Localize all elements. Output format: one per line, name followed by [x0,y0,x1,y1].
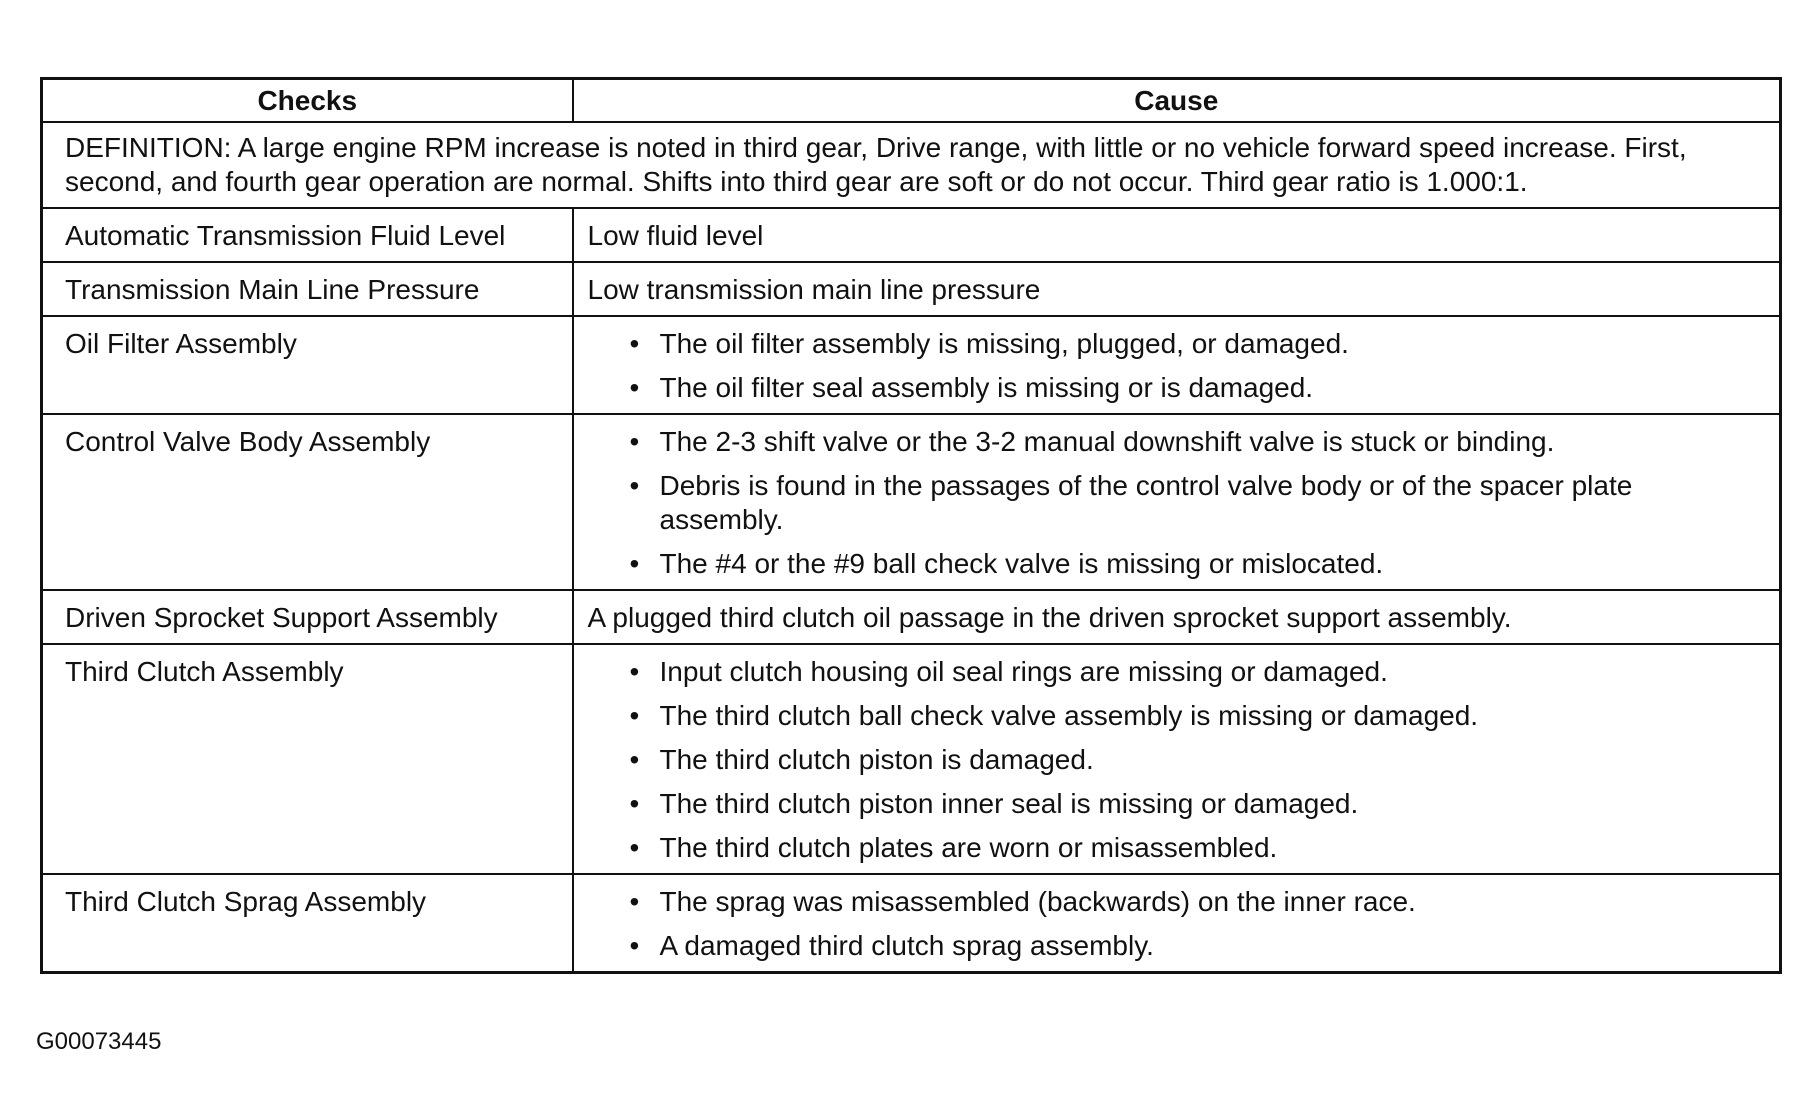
cause-cell: A plugged third clutch oil passage in the driven sprocket support assembly. [573,590,1781,644]
cause-list-item [588,655,1760,689]
check-cell: Automatic Transmission Fluid Level [42,208,573,262]
cause-item-text: Debris is found in the passages of the control valve body or of the spacer plate assembly. [659,470,1633,535]
cause-list-item [588,787,1760,821]
table-row [42,590,1781,644]
check-cell: Oil Filter Assembly [42,316,573,414]
table-row [42,644,1781,874]
bullet-icon: • [629,548,640,579]
cause-item-text: Input clutch housing oil seal rings are missing or damaged. [659,656,1388,687]
table-body [42,122,1781,973]
bullet-icon: • [629,372,640,403]
cause-cell [573,644,1781,874]
cause-item-text: The third clutch ball check valve assembly is missing or damaged. [659,700,1479,731]
definition-text: DEFINITION: A large engine RPM increase is noted in third gear, Drive range, with little or no vehicle forward speed increase. First, second, and fourth gear operation are normal. Shifts into third gear are soft or do not occur. Third gear ratio is 1.000:1. [42,122,1781,208]
figure-id: G00073445 [36,1028,162,1055]
cause-list [588,885,1760,963]
bullet-icon: • [629,426,640,457]
cause-cell [573,414,1781,590]
bullet-icon: • [629,700,640,731]
cause-list [588,655,1760,865]
check-cell: Driven Sprocket Support Assembly [42,590,573,644]
definition-row [42,122,1781,208]
bullet-icon: • [629,470,640,501]
cause-list-item [588,885,1760,919]
bullet-icon: • [629,744,640,775]
cause-item-text: The third clutch piston is damaged. [659,744,1094,775]
table-row [42,208,1781,262]
diagnostic-table [40,77,1782,974]
table-row [42,874,1781,973]
cause-list-item [588,929,1760,963]
checks-header: Checks [42,79,573,123]
table-row [42,414,1781,590]
cause-list [588,327,1760,405]
cause-item-text: The third clutch piston inner seal is missing or damaged. [659,788,1359,819]
cause-header: Cause [573,79,1781,123]
bullet-icon: • [629,788,640,819]
check-cell: Third Clutch Assembly [42,644,573,874]
cause-list-item [588,831,1760,865]
cause-cell: Low fluid level [573,208,1781,262]
cause-cell [573,874,1781,973]
cause-list [588,425,1760,581]
cause-item-text: The oil filter seal assembly is missing or is damaged. [659,372,1314,403]
check-cell: Control Valve Body Assembly [42,414,573,590]
cause-cell [573,316,1781,414]
cause-list-item [588,743,1760,777]
check-cell: Transmission Main Line Pressure [42,262,573,316]
cause-item-text: The sprag was misassembled (backwards) on the inner race. [659,886,1416,917]
table-row [42,316,1781,414]
header-row [42,79,1781,123]
bullet-icon: • [629,886,640,917]
cause-list-item [588,425,1760,459]
cause-list-item [588,469,1760,537]
bullet-icon: • [629,328,640,359]
bullet-icon: • [629,832,640,863]
bullet-icon: • [629,656,640,687]
cause-list-item [588,547,1760,581]
check-cell: Third Clutch Sprag Assembly [42,874,573,973]
cause-cell: Low transmission main line pressure [573,262,1781,316]
cause-list-item [588,371,1760,405]
cause-item-text: The third clutch plates are worn or misassembled. [659,832,1278,863]
cause-item-text: The oil filter assembly is missing, plugged, or damaged. [659,328,1349,359]
cause-item-text: The #4 or the #9 ball check valve is missing or mislocated. [659,548,1384,579]
cause-list-item [588,699,1760,733]
cause-list-item [588,327,1760,361]
cause-item-text: The 2-3 shift valve or the 3-2 manual downshift valve is stuck or binding. [659,426,1555,457]
bullet-icon: • [629,930,640,961]
cause-item-text: A damaged third clutch sprag assembly. [659,930,1154,961]
table-row [42,262,1781,316]
